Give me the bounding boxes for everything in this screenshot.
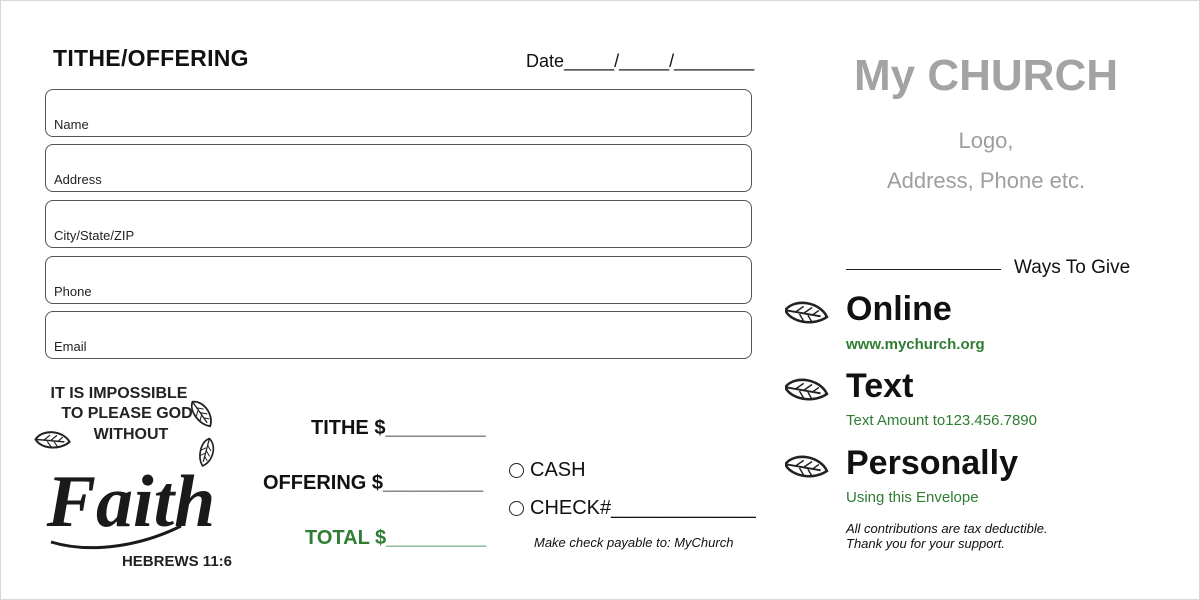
tax-note-line-2: Thank you for your support. (846, 536, 1005, 551)
address-field[interactable] (45, 144, 752, 192)
give-text-detail: Text Amount to123.456.7890 (846, 412, 1037, 429)
church-name: My CHURCH (854, 51, 1118, 100)
church-logo-placeholder: Logo, (958, 128, 1014, 153)
total-amount-field[interactable]: TOTAL $_________ (305, 527, 487, 549)
email-label: Email (54, 339, 87, 354)
cash-option[interactable] (509, 459, 586, 482)
check-radio[interactable] (509, 501, 524, 516)
name-field[interactable] (45, 89, 752, 137)
give-online-title: Online (846, 290, 952, 328)
check-label: CHECK#_____________ (530, 497, 756, 519)
check-option[interactable] (509, 497, 756, 520)
verse-reference: HEBREWS 11:6 (121, 553, 233, 570)
church-address-placeholder: Address, Phone etc. (886, 168, 1086, 193)
cash-label: CASH (530, 459, 586, 481)
verse-line-3: WITHOUT (93, 426, 169, 443)
offering-amount-field[interactable]: OFFERING $_________ (263, 472, 484, 494)
verse-line-1: IT IS IMPOSSIBLE (50, 385, 188, 402)
verse-line-2: TO PLEASE GOD (61, 405, 193, 422)
name-label: Name (54, 117, 89, 132)
leaf-icon (785, 290, 835, 330)
tax-note-line-1: All contributions are tax deductible. (846, 521, 1048, 536)
ways-to-give-heading: Ways To Give (1014, 257, 1131, 278)
cash-radio[interactable] (509, 463, 524, 478)
tax-note (846, 521, 1048, 551)
give-personally-title: Personally (846, 444, 1018, 482)
leaf-icon (785, 367, 835, 407)
form-title: TITHE/OFFERING (53, 45, 249, 71)
give-online-url[interactable]: www.mychurch.org (846, 336, 985, 353)
faith-verse-graphic (31, 376, 246, 576)
email-field[interactable] (45, 311, 752, 359)
leaf-icon (785, 444, 835, 484)
divider (846, 269, 1001, 270)
city-state-zip-label: City/State/ZIP (54, 228, 135, 243)
faith-word: Faith (46, 461, 216, 543)
tithe-amount-field[interactable]: TITHE $_________ (311, 417, 486, 439)
phone-label: Phone (54, 284, 92, 299)
address-label: Address (54, 172, 102, 187)
give-personally-detail: Using this Envelope (846, 489, 979, 506)
payable-note: Make check payable to: MyChurch (534, 535, 734, 550)
city-state-zip-field[interactable] (45, 200, 752, 248)
leaf-icon (35, 429, 71, 450)
phone-field[interactable] (45, 256, 752, 304)
give-text-title: Text (846, 367, 914, 405)
date-field[interactable]: Date_____/_____/________ (526, 51, 755, 71)
